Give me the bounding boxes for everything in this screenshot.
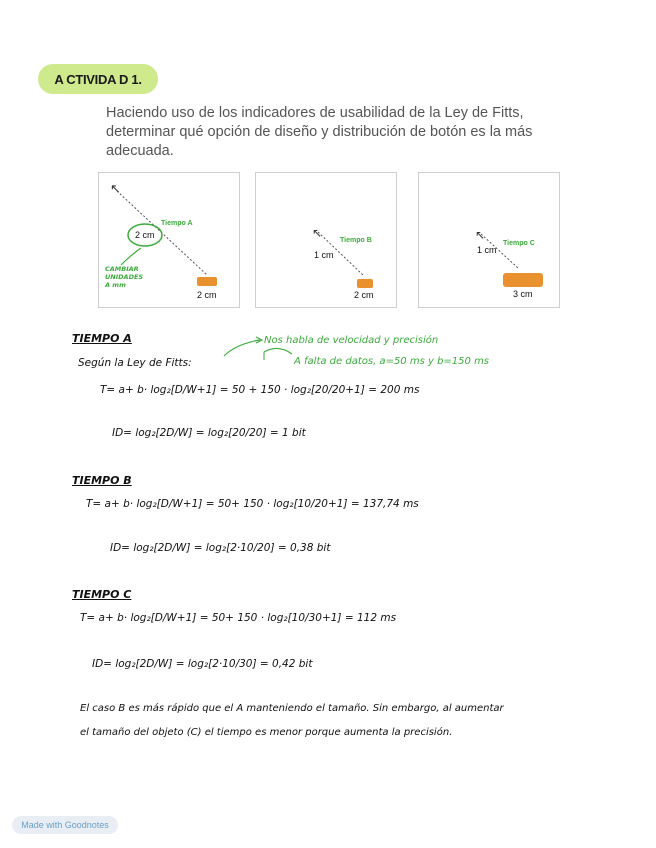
width-c: 3 cm (513, 289, 533, 299)
tiempo-b-heading: TIEMPO B (72, 474, 132, 487)
panel-c (418, 172, 560, 308)
formula-a: T= a+ b· log₂[D/W+1] = 50 + 150 · log₂[20/20+1] = 200 ms (100, 384, 420, 396)
width-b: 2 cm (354, 290, 374, 300)
note-a: CAMBIAR UNIDADES A mm (105, 265, 144, 289)
id-a: ID= log₂[2D/W] = log₂[20/20] = 1 bit (112, 427, 306, 439)
annotation-2: A falta de datos, a=50 ms y b=150 ms (294, 356, 490, 367)
goodnotes-label: Made with Goodnotes (21, 820, 109, 830)
task-description: Haciendo uso de los indicadores de usabilidad de la Ley de Fitts, determinar qué opción de diseño y distribución de botón es la más adecuada. (106, 105, 533, 159)
button-c (503, 273, 543, 287)
distance-b: 1 cm (314, 250, 334, 260)
tiempo-c-heading: TIEMPO C (72, 588, 132, 601)
fitts-figure (96, 172, 562, 310)
time-b-label: Tiempo B (340, 237, 372, 244)
time-a-label: Tiempo A (161, 220, 193, 227)
distance-c: 1 cm (477, 245, 497, 255)
panel-a (98, 172, 240, 308)
id-b: ID= log₂[2D/W] = log₂[2·10/20] = 0,38 bit (110, 542, 331, 554)
id-c: ID= log₂[2D/W] = log₂[2·10/30] = 0,42 bit (92, 658, 313, 670)
cursor-icon: ↖ (475, 228, 486, 242)
button-b (357, 279, 373, 288)
width-a: 2 cm (197, 290, 217, 300)
activity-label: A CTIVIDA D 1. (54, 71, 142, 87)
formula-c: T= a+ b· log₂[D/W+1] = 50+ 150 · log₂[10/30+1] = 112 ms (80, 612, 397, 624)
cursor-icon: ↖ (312, 226, 323, 240)
panel-c-drawing (419, 173, 561, 309)
button-a (197, 277, 217, 286)
activity-badge (38, 64, 158, 94)
panel-b (255, 172, 397, 308)
cursor-icon: ↖ (110, 181, 121, 196)
panel-b-drawing (256, 173, 398, 309)
goodnotes-badge (12, 816, 118, 834)
conclusion-line-1: El caso B es más rápido que el A manteniendo el tamaño. Sin embargo, al aumentar (80, 703, 504, 714)
segun-line: Según la Ley de Fitts: (78, 357, 192, 369)
time-c-label: Tiempo C (503, 240, 535, 247)
conclusion-line-2: el tamaño del objeto (C) el tiempo es menor porque aumenta la precisión. (80, 727, 453, 738)
distance-a: 2 cm (135, 230, 155, 240)
annotation-1: Nos habla de velocidad y precisión (264, 335, 439, 346)
formula-b: T= a+ b· log₂[D/W+1] = 50+ 150 · log₂[10/20+1] = 137,74 ms (86, 498, 419, 510)
tiempo-a-heading: TIEMPO A (72, 332, 132, 345)
